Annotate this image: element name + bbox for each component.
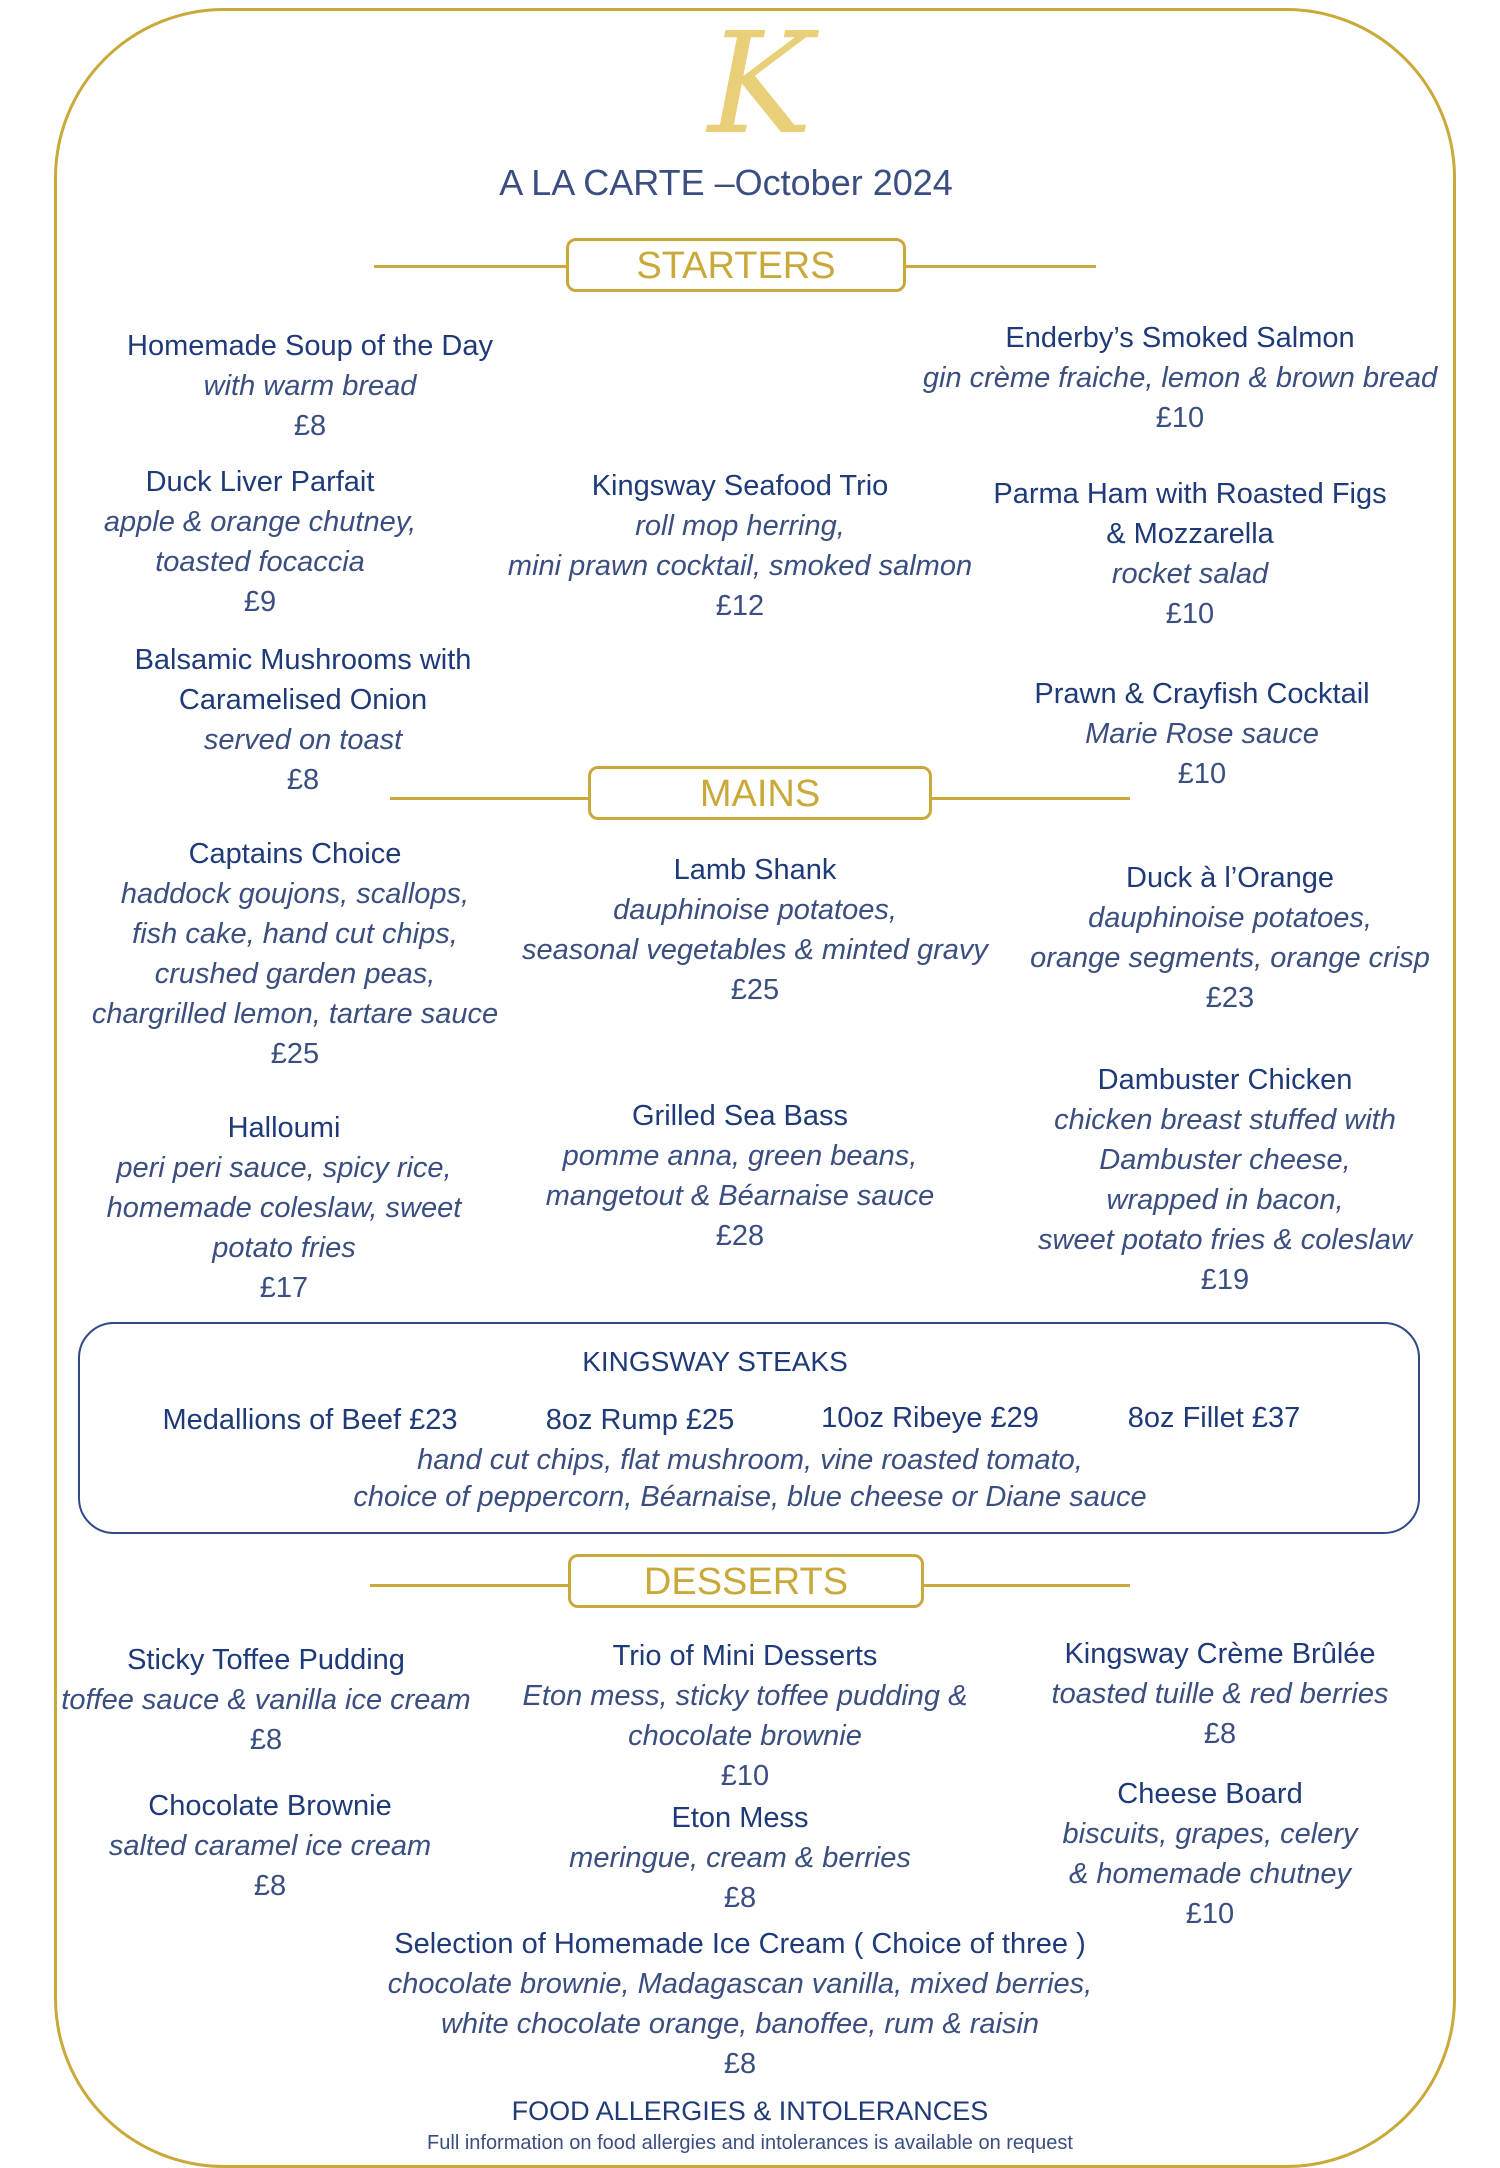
- starter-balsamic-mushrooms: [100, 640, 506, 800]
- item-price: £8: [293, 410, 327, 442]
- item-price: £10: [1165, 598, 1215, 630]
- item-desc: crushed garden peas,: [154, 958, 436, 990]
- item-desc: peri peri sauce, spicy rice,: [116, 1152, 452, 1184]
- item-desc: rocket salad: [1111, 558, 1269, 590]
- item-price: £8: [723, 2048, 757, 2080]
- item-desc: toasted focaccia: [155, 546, 365, 578]
- item-desc: toasted tuille & red berries: [1051, 1678, 1389, 1710]
- starter-smoked-salmon: [900, 318, 1460, 438]
- dessert-chocolate-brownie: [90, 1786, 450, 1906]
- item-name: Selection of Homemade Ice Cream ( Choice of three ): [394, 1928, 1086, 1960]
- item-desc: sweet potato fries & coleslaw: [1038, 1224, 1412, 1256]
- item-desc: toffee sauce & vanilla ice cream: [61, 1684, 471, 1716]
- dessert-cheese-board: [1040, 1774, 1380, 1934]
- item-name: Parma Ham with Roasted Figs: [993, 478, 1387, 510]
- item-desc: dauphinoise potatoes,: [1088, 902, 1372, 934]
- item-desc: roll mop herring,: [635, 510, 845, 542]
- item-name: Kingsway Seafood Trio: [591, 470, 889, 502]
- item-price: £9: [243, 586, 277, 618]
- item-name: Captains Choice: [188, 838, 402, 870]
- item-price: £10: [1177, 758, 1227, 790]
- item-name: Duck Liver Parfait: [145, 466, 375, 498]
- steak-medallions: Medallions of Beef £23: [162, 1404, 458, 1436]
- main-lamb-shank: [510, 850, 1000, 1010]
- item-desc: white chocolate orange, banoffee, rum & raisin: [440, 2008, 1040, 2040]
- dessert-creme-brulee: [1030, 1634, 1410, 1754]
- item-desc: biscuits, grapes, celery: [1062, 1818, 1358, 1850]
- item-desc: wrapped in bacon,: [1106, 1184, 1344, 1216]
- item-desc: with warm bread: [203, 370, 417, 402]
- item-name: Dambuster Chicken: [1097, 1064, 1353, 1096]
- item-name: Sticky Toffee Pudding: [127, 1644, 405, 1676]
- item-name: Duck à l’Orange: [1126, 862, 1334, 894]
- item-price: £23: [1205, 982, 1255, 1014]
- steak-fillet: 8oz Fillet £37: [1127, 1402, 1301, 1434]
- item-name: Prawn & Crayfish Cocktail: [1034, 678, 1370, 710]
- main-sea-bass: [520, 1096, 960, 1256]
- main-dambuster-chicken: [1010, 1060, 1440, 1300]
- item-price: £10: [1155, 402, 1205, 434]
- starter-soup: [100, 326, 520, 446]
- item-name: Eton Mess: [671, 1802, 809, 1834]
- item-desc: mangetout & Béarnaise sauce: [545, 1180, 935, 1212]
- steaks-title: KINGSWAY STEAKS: [582, 1346, 848, 1377]
- menu-title: A LA CARTE –October 2024: [499, 162, 953, 203]
- item-price: £19: [1200, 1264, 1250, 1296]
- item-desc: Dambuster cheese,: [1099, 1144, 1351, 1176]
- item-price: £10: [1185, 1898, 1235, 1930]
- steaks-desc: hand cut chips, flat mushroom, vine roasted tomato,: [417, 1444, 1083, 1476]
- item-price: £28: [715, 1220, 765, 1252]
- item-desc: gin crème fraiche, lemon & brown bread: [922, 362, 1438, 394]
- item-price: £25: [270, 1038, 320, 1070]
- main-captains-choice: [80, 834, 510, 1074]
- starter-prawn-cocktail: [1000, 674, 1404, 794]
- item-desc: chocolate brownie: [628, 1720, 862, 1752]
- steak-ribeye: 10oz Ribeye £29: [821, 1402, 1039, 1434]
- item-price: £8: [723, 1882, 757, 1914]
- steaks-desc: choice of peppercorn, Béarnaise, blue cheese or Diane sauce: [353, 1481, 1147, 1513]
- item-desc: chocolate brownie, Madagascan vanilla, mixed berries,: [387, 1968, 1093, 2000]
- item-desc: & homemade chutney: [1068, 1858, 1352, 1890]
- item-price: £17: [259, 1272, 309, 1304]
- item-price: £8: [249, 1724, 283, 1756]
- item-name: Trio of Mini Desserts: [612, 1640, 878, 1672]
- item-desc: homemade coleslaw, sweet: [106, 1192, 462, 1224]
- item-desc: served on toast: [203, 724, 403, 756]
- item-name: Caramelised Onion: [178, 684, 428, 716]
- starter-seafood-trio: [490, 466, 990, 626]
- item-name: Lamb Shank: [673, 854, 837, 886]
- item-name: Cheese Board: [1117, 1778, 1303, 1810]
- main-halloumi: [84, 1108, 484, 1308]
- item-price: £8: [286, 764, 320, 796]
- starter-parma-ham: [960, 474, 1420, 634]
- item-desc: meringue, cream & berries: [569, 1842, 911, 1874]
- item-desc: seasonal vegetables & minted gravy: [522, 934, 988, 966]
- item-desc: Marie Rose sauce: [1085, 718, 1319, 750]
- dessert-eton-mess: [540, 1798, 940, 1918]
- item-desc: salted caramel ice cream: [108, 1830, 432, 1862]
- item-name: Balsamic Mushrooms with: [134, 644, 472, 676]
- item-desc: mini prawn cocktail, smoked salmon: [507, 550, 973, 582]
- item-price: £8: [1203, 1718, 1237, 1750]
- allergy-heading: FOOD ALLERGIES & INTOLERANCES: [511, 2096, 989, 2126]
- dessert-ice-cream: [330, 1924, 1150, 2084]
- mains-heading: MAINS: [588, 766, 932, 820]
- dessert-sticky-toffee: [50, 1640, 482, 1760]
- item-desc: apple & orange chutney,: [103, 506, 417, 538]
- item-name: Chocolate Brownie: [148, 1790, 392, 1822]
- item-desc: orange segments, orange crisp: [1030, 942, 1430, 974]
- item-name: Halloumi: [227, 1112, 341, 1144]
- item-name: & Mozzarella: [1106, 518, 1274, 550]
- steak-rump: 8oz Rump £25: [545, 1404, 735, 1436]
- item-name: Homemade Soup of the Day: [127, 330, 493, 362]
- item-desc: fish cake, hand cut chips,: [132, 918, 458, 950]
- item-desc: Eton mess, sticky toffee pudding &: [522, 1680, 968, 1712]
- dessert-trio: [500, 1636, 990, 1796]
- item-name: Kingsway Crème Brûlée: [1064, 1638, 1376, 1670]
- allergy-note: Full information on food allergies and intolerances is available on request: [427, 2132, 1073, 2154]
- item-desc: potato fries: [212, 1232, 356, 1264]
- item-desc: pomme anna, green beans,: [562, 1140, 918, 1172]
- item-desc: chargrilled lemon, tartare sauce: [91, 998, 499, 1030]
- desserts-heading: DESSERTS: [568, 1554, 924, 1608]
- item-price: £12: [715, 590, 765, 622]
- starter-duck-liver-parfait: [80, 462, 440, 622]
- item-price: £8: [253, 1870, 287, 1902]
- item-desc: chicken breast stuffed with: [1054, 1104, 1396, 1136]
- main-duck-a-lorange: [1010, 858, 1450, 1018]
- item-name: Grilled Sea Bass: [632, 1100, 848, 1132]
- item-desc: dauphinoise potatoes,: [613, 894, 897, 926]
- k-monogram-logo: K: [707, 3, 813, 166]
- item-desc: haddock goujons, scallops,: [120, 878, 470, 910]
- item-price: £10: [720, 1760, 770, 1792]
- starters-heading: STARTERS: [566, 238, 906, 292]
- item-price: £25: [730, 974, 780, 1006]
- item-name: Enderby’s Smoked Salmon: [1005, 322, 1355, 354]
